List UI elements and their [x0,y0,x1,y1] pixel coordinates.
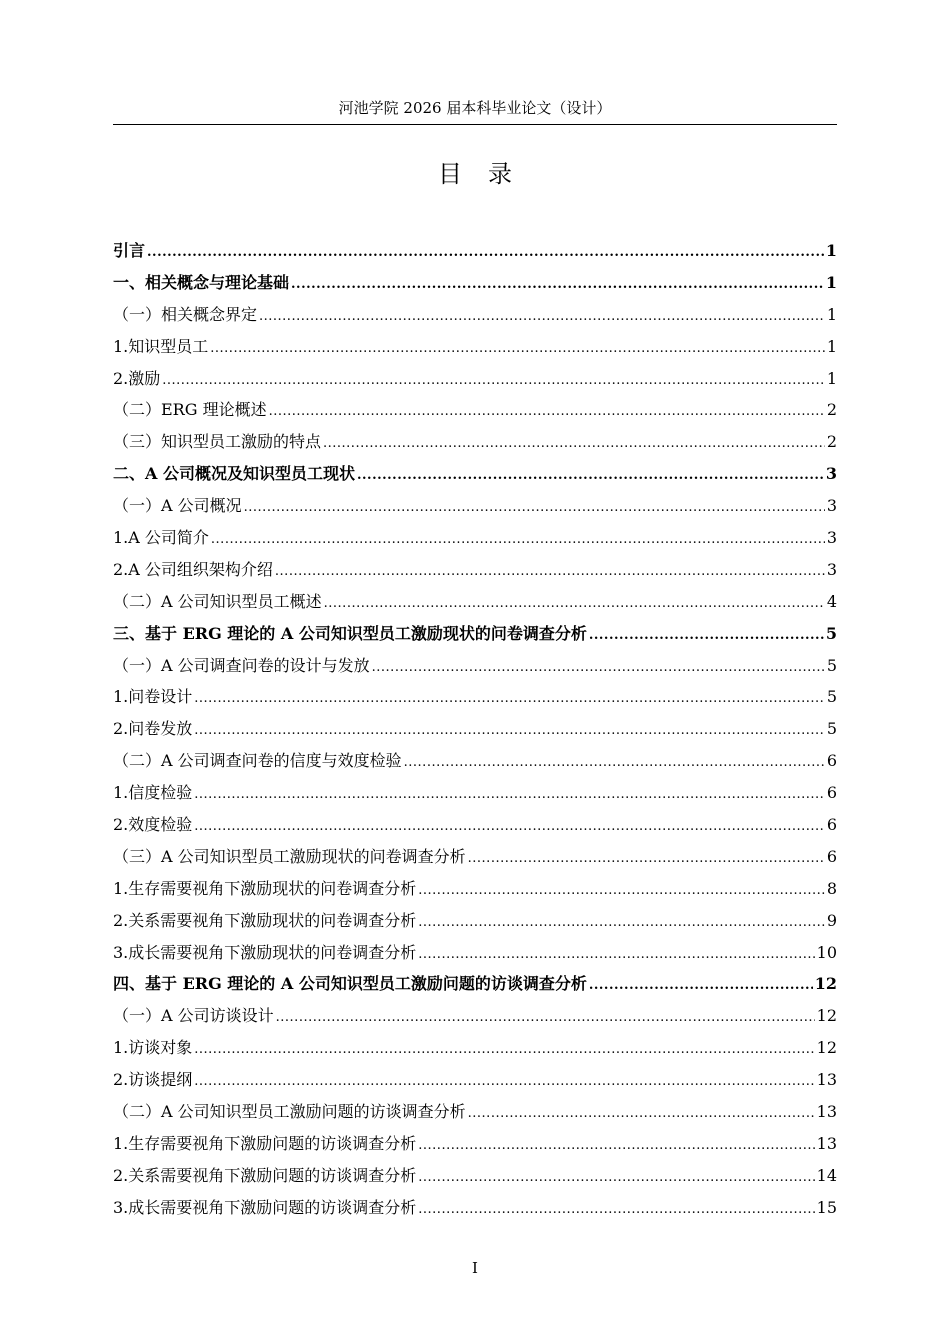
toc-dot-leader [418,875,825,907]
toc-entry-page: 5 [826,655,837,675]
toc-entry[interactable] [113,681,837,713]
toc-dot-leader [162,365,825,397]
toc-entry-label: 3.成长需要视角下激励问题的访谈调查分析 [113,1197,417,1217]
toc-entry[interactable] [113,1128,837,1160]
toc-entry-label: 三、基于 ERG 理论的 A 公司知识型员工激励现状的问卷调查分析 [113,623,587,643]
toc-entry[interactable] [113,235,837,267]
toc-entry-label: 2.问卷发放 [113,719,193,739]
toc-entry[interactable] [113,1064,837,1096]
toc-entry[interactable] [113,1000,837,1032]
toc-dot-leader [418,907,825,939]
toc-entry-label: 1.信度检验 [113,783,193,803]
toc-entry-label: （三）A 公司知识型员工激励现状的问卷调查分析 [113,846,466,866]
toc-dot-leader [323,428,825,460]
toc-entry[interactable] [113,809,837,841]
toc-entry[interactable] [113,905,837,937]
toc-entry-page: 4 [826,591,837,611]
toc-dot-leader [259,301,825,333]
toc-entry-label: 1.A 公司简介 [113,528,209,548]
toc-dot-leader [372,652,825,684]
toc-entry-label: 3.成长需要视角下激励现状的问卷调查分析 [113,942,417,962]
toc-entry-page: 6 [826,846,837,866]
toc-entry-page: 1 [826,336,837,356]
toc-entry[interactable] [113,745,837,777]
running-header-text: 河池学院 2026 届本科毕业论文（设计） [338,99,612,117]
toc-entry-label: 2.访谈提纲 [113,1070,193,1090]
toc-entry-label: 2.关系需要视角下激励问题的访谈调查分析 [113,1165,417,1185]
toc-dot-leader [589,970,813,1002]
toc-dot-leader [468,1098,815,1130]
toc-entry-page: 3 [826,496,837,516]
toc-entry-label: （三）知识型员工激励的特点 [113,432,322,452]
toc-dot-leader [194,1034,814,1066]
toc-entry-page: 5 [825,623,837,643]
toc-entry[interactable] [113,267,837,299]
toc-entry-label: （二）A 公司知识型员工激励问题的访谈调查分析 [113,1102,466,1122]
toc-entry-page: 3 [825,464,837,484]
toc-entry-label: （一）A 公司访谈设计 [113,1006,274,1026]
toc-entry-label: 一、相关概念与理论基础 [113,272,290,292]
toc-dot-leader [418,1130,814,1162]
toc-entry-page: 1 [826,368,837,388]
toc-entry[interactable] [113,1192,837,1224]
toc-entry-label: 2.激励 [113,368,161,388]
toc-entry[interactable] [113,777,837,809]
toc-entry[interactable] [113,522,837,554]
toc-dot-leader [291,269,824,301]
toc-dot-leader [418,1162,814,1194]
page-title: 目录 [438,160,538,188]
toc-entry[interactable] [113,1032,837,1064]
toc-entry-page: 1 [826,304,837,324]
toc-entry-label: 2.效度检验 [113,815,193,835]
toc-entry-label: 1.生存需要视角下激励现状的问卷调查分析 [113,878,417,898]
toc-entry-page: 8 [826,878,837,898]
toc-entry-label: （二）A 公司调查问卷的信度与效度检验 [113,751,402,771]
toc-entry-label: 二、A 公司概况及知识型员工现状 [113,464,355,484]
toc-dot-leader [269,396,825,428]
toc-entry[interactable] [113,426,837,458]
toc-entry-label: 引言 [113,241,146,260]
toc-dot-leader [276,1002,815,1034]
toc-entry-label: 2.A 公司组织架构介绍 [113,559,273,579]
toc-dot-leader [324,588,825,620]
toc-dot-leader [194,1066,814,1098]
page-footer [0,1258,950,1278]
toc-entry-label: 1.访谈对象 [113,1038,193,1058]
toc-dot-leader [357,460,824,492]
toc-entry[interactable] [113,650,837,682]
toc-entry-page: 5 [826,719,837,739]
toc-entry[interactable] [113,331,837,363]
toc-entry-label: 2.关系需要视角下激励现状的问卷调查分析 [113,910,417,930]
toc-entry-page: 6 [826,783,837,803]
toc-entry-label: （一）相关概念界定 [113,304,258,324]
toc-entry-page: 6 [826,815,837,835]
table-of-contents [113,235,837,1224]
toc-entry-page: 1 [825,241,837,260]
toc-entry[interactable] [113,873,837,905]
toc-dot-leader [194,811,825,843]
toc-entry[interactable] [113,713,837,745]
toc-entry-page: 2 [826,432,837,452]
toc-entry-label: （二）A 公司知识型员工概述 [113,591,322,611]
toc-entry[interactable] [113,937,837,969]
toc-entry[interactable] [113,394,837,426]
toc-dot-leader [210,333,825,365]
toc-entry-page: 13 [816,1070,837,1090]
toc-dot-leader [468,843,825,875]
toc-entry-page: 6 [826,751,837,771]
toc-entry-label: （一）A 公司概况 [113,496,242,516]
toc-entry-page: 1 [825,272,837,292]
toc-entry-label: 四、基于 ERG 理论的 A 公司知识型员工激励问题的访谈调查分析 [113,974,587,994]
toc-entry-page: 5 [826,687,837,707]
toc-dot-leader [194,683,825,715]
toc-dot-leader [211,524,825,556]
toc-entry-label: （二）ERG 理论概述 [113,400,267,420]
toc-entry[interactable] [113,458,837,490]
toc-dot-leader [194,715,825,747]
toc-dot-leader [418,939,814,971]
toc-entry-label: 1.知识型员工 [113,336,209,356]
toc-entry-label: （一）A 公司调查问卷的设计与发放 [113,655,370,675]
toc-entry-page: 3 [826,559,837,579]
toc-entry-page: 12 [814,974,837,994]
running-header [113,96,837,125]
toc-entry[interactable] [113,363,837,395]
toc-entry[interactable] [113,490,837,522]
toc-entry[interactable] [113,1096,837,1128]
toc-entry-page: 13 [816,1102,837,1122]
toc-entry-page: 9 [826,910,837,930]
toc-entry-label: 1.问卷设计 [113,687,193,707]
toc-entry[interactable] [113,586,837,618]
toc-entry[interactable] [113,554,837,586]
toc-entry[interactable] [113,968,837,1000]
toc-dot-leader [275,556,825,588]
toc-entry[interactable] [113,841,837,873]
toc-entry-page: 12 [816,1006,837,1026]
toc-entry[interactable] [113,618,837,650]
toc-entry-page: 3 [826,528,837,548]
toc-entry-page: 12 [816,1038,837,1058]
toc-entry[interactable] [113,299,837,331]
toc-entry-page: 14 [816,1165,837,1185]
toc-dot-leader [589,620,824,652]
toc-dot-leader [404,747,825,779]
toc-entry-page: 13 [816,1133,837,1153]
toc-entry-label: 1.生存需要视角下激励问题的访谈调查分析 [113,1133,417,1153]
toc-dot-leader [147,237,824,269]
toc-entry-page: 2 [826,400,837,420]
toc-dot-leader [194,779,825,811]
page-number: I [472,1259,478,1277]
toc-entry-page: 15 [816,1197,837,1217]
toc-entry[interactable] [113,1160,837,1192]
toc-dot-leader [244,492,825,524]
toc-dot-leader [418,1194,814,1226]
toc-entry-page: 10 [816,942,837,962]
